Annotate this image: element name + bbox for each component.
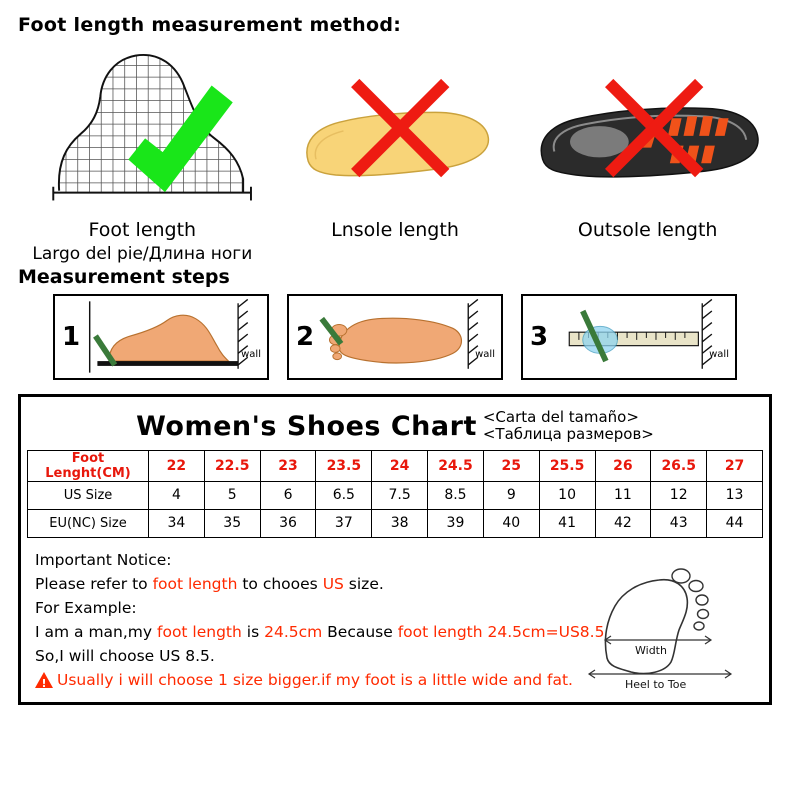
size-table: [27, 450, 763, 538]
chart-title-ru: <Таблица размеров>: [482, 425, 654, 444]
cell: 26: [595, 450, 651, 481]
method-cell-insole-length: [273, 42, 518, 264]
notice-line3-a: I am a man,my: [35, 622, 157, 641]
notice-line1-red1: foot length: [152, 574, 238, 593]
notice-line3-red2: 24.5cm: [264, 622, 323, 641]
cell: 42: [595, 509, 651, 537]
cell: 9: [483, 481, 539, 509]
cell: 43: [651, 509, 707, 537]
cell: 4: [149, 481, 205, 509]
chart-header: [27, 403, 763, 448]
cell: 22.5: [204, 450, 260, 481]
page-root: [0, 14, 790, 804]
notice-line1-a: Please refer to: [35, 574, 153, 593]
warning-icon: [35, 672, 53, 688]
notice-line4-b: US 8.5.: [159, 646, 215, 665]
cell: 34: [149, 509, 205, 537]
cell: 26.5: [651, 450, 707, 481]
foot-measure-diagram: [563, 562, 753, 692]
page-title: Foot length measurement method:: [18, 14, 402, 36]
foot-grid-illustration: [20, 42, 265, 217]
cell: 41: [539, 509, 595, 537]
cell: 25: [483, 450, 539, 481]
wall-label: wall: [709, 349, 729, 360]
steps-row: [8, 294, 782, 380]
method-cell-foot-length: [20, 42, 265, 264]
method-label: Lnsole length: [331, 219, 459, 241]
notice-line1-red2: US: [322, 574, 344, 593]
cell: 24.5: [428, 450, 484, 481]
cell: 7.5: [372, 481, 428, 509]
table-row: [28, 481, 763, 509]
method-cell-outsole-length: [525, 42, 770, 264]
row-header-eu-size: EU(NC) Size: [28, 509, 149, 537]
cell: 23.5: [316, 450, 372, 481]
notice-line4-a: So,I will choose: [35, 646, 160, 665]
table-row: [28, 509, 763, 537]
cell: 38: [372, 509, 428, 537]
method-label: Foot length: [88, 219, 197, 241]
cell: 6.5: [316, 481, 372, 509]
cell: 5: [204, 481, 260, 509]
cell: 44: [707, 509, 763, 537]
step-number: 1: [62, 322, 81, 352]
notice-line-2: For Example:: [35, 598, 137, 617]
cell: 39: [428, 509, 484, 537]
cell: 13: [707, 481, 763, 509]
size-chart-panel: [18, 394, 772, 705]
cell: 23: [260, 450, 316, 481]
cell: 27: [707, 450, 763, 481]
outsole-illustration: [525, 42, 770, 217]
notice-line3-red3: foot length 24.5cm=US8.5: [397, 622, 605, 641]
step-box-3: [521, 294, 737, 380]
notice-section: [27, 538, 763, 692]
method-sublabel: Largo del pie/Длина ноги: [32, 244, 253, 264]
cell: 36: [260, 509, 316, 537]
notice-line1-b: to chooes: [237, 574, 323, 593]
row-header-us-size: US Size: [28, 481, 149, 509]
cell: 24: [372, 450, 428, 481]
wall-label: wall: [475, 349, 495, 360]
step-number: 2: [296, 322, 315, 352]
notice-warning-text: Usually i will choose 1 size bigger.if my foot is a little wide and fat.: [57, 670, 573, 689]
chart-title-es: <Carta del tamaño>: [482, 408, 639, 426]
step-number: 3: [530, 322, 549, 352]
chart-alt-titles: [483, 409, 654, 444]
insole-illustration: [273, 42, 518, 217]
method-row: [8, 42, 782, 264]
notice-line3-red1: foot length: [157, 622, 242, 641]
cell: 11: [595, 481, 651, 509]
cell: 12: [651, 481, 707, 509]
notice-line3-b: is: [241, 622, 265, 641]
cell: 22: [149, 450, 205, 481]
cell: 8.5: [428, 481, 484, 509]
notice-line3-c: Because: [322, 622, 398, 641]
notice-line1-c: size.: [343, 574, 384, 593]
row-header-foot-length: Foot Lenght(CM): [28, 450, 149, 481]
table-row: [28, 450, 763, 481]
heel-to-toe-label: Heel to Toe: [625, 677, 687, 691]
wall-label: wall: [241, 349, 261, 360]
cell: 37: [316, 509, 372, 537]
cell: 10: [539, 481, 595, 509]
step-box-1: [53, 294, 269, 380]
cell: 35: [204, 509, 260, 537]
method-label: Outsole length: [577, 219, 718, 241]
width-label: Width: [635, 643, 667, 657]
chart-title: Women's Shoes Chart: [136, 410, 477, 442]
cell: 6: [260, 481, 316, 509]
step-box-2: [287, 294, 503, 380]
cell: 25.5: [539, 450, 595, 481]
notice-title: Important Notice:: [35, 550, 172, 569]
steps-title: Measurement steps: [18, 266, 230, 288]
cell: 40: [483, 509, 539, 537]
